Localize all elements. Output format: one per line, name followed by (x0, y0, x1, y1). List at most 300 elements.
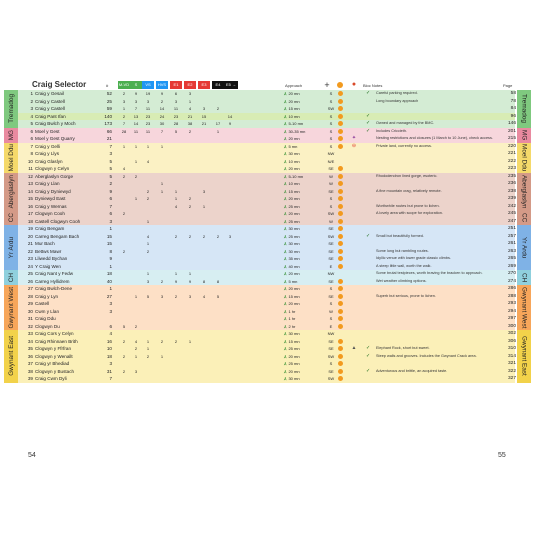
table-row[interactable] (0, 285, 535, 293)
walker-icon: ⅄ (284, 166, 287, 171)
route-total: 8 (109, 248, 112, 254)
approach-text: 25 mn (288, 203, 300, 209)
walker-icon: ⅄ (284, 91, 287, 96)
grade-count: 4 (174, 203, 178, 209)
aspect: SW (327, 233, 335, 239)
route-total: 2 (109, 181, 112, 186)
grade-header-3: HVS (157, 82, 167, 87)
table-row[interactable] (0, 345, 535, 353)
crag-name (24, 315, 102, 323)
area-tab-gwynant-east[interactable] (4, 330, 18, 383)
area-tab-moel-ddu[interactable] (517, 143, 531, 173)
crag-number: 19 (27, 226, 33, 231)
page-ref[interactable]: 215 (507, 136, 516, 141)
grade-count: 3 (188, 91, 192, 96)
table-row[interactable] (0, 143, 535, 151)
crag-name (24, 278, 102, 286)
aspect: S (329, 196, 333, 201)
crag-name (24, 293, 102, 301)
approach-time (284, 180, 300, 188)
recommended-tick: ✓ (366, 112, 371, 119)
table-row[interactable] (0, 338, 535, 346)
table-row[interactable] (0, 300, 535, 308)
walker-icon: ⅄ (284, 143, 287, 149)
crag-number: 34 (27, 338, 33, 344)
grade-count: 1 (202, 203, 206, 209)
grade-count: 5 (146, 293, 150, 299)
table-row[interactable] (0, 180, 535, 188)
walker-icon: ⅄ (284, 106, 287, 111)
table-row[interactable] (0, 263, 535, 271)
crag-number: 20 (27, 233, 33, 239)
page-ref[interactable]: 257 (507, 233, 516, 239)
aspect: NW (327, 331, 335, 336)
crag-name-text: Craig y Llan (35, 181, 60, 186)
page-ref[interactable]: 96 (510, 113, 516, 119)
grade-count: 1 (122, 143, 126, 149)
table-row[interactable] (0, 150, 535, 158)
page-ref[interactable]: 245 (507, 211, 516, 216)
grade-count: 2 (122, 211, 126, 216)
grade-count: 2 (122, 338, 126, 344)
header-page: Page (503, 83, 513, 88)
area-tab-mg[interactable] (4, 128, 18, 143)
sun-icon (338, 219, 343, 224)
crag-name (24, 143, 102, 151)
walker-icon: ⅄ (284, 271, 287, 276)
sun-icon (338, 294, 343, 299)
approach-time (284, 113, 300, 121)
route-total: 3 (109, 151, 112, 156)
area-tab-yr-ardu[interactable] (4, 225, 18, 270)
page-ref[interactable]: 239 (507, 196, 516, 201)
crag-number: 16 (27, 203, 33, 209)
approach-time (284, 218, 300, 226)
aspect: W (329, 181, 333, 186)
crag-number: 35 (27, 346, 33, 351)
page-ref[interactable]: 321 (507, 361, 516, 366)
table-row[interactable] (0, 360, 535, 368)
area-tab-aberglaslyn[interactable] (4, 173, 18, 211)
crag-name-text: Cwm y Llan (35, 308, 59, 314)
grade-count: 19 (145, 91, 151, 96)
table-row[interactable] (0, 210, 535, 218)
approach-text: 10 mn (288, 113, 300, 119)
aspect: S (329, 286, 333, 291)
crag-name-text: Craig y Gelli (35, 143, 61, 149)
grade-count: 1 (188, 338, 192, 344)
table-row[interactable] (0, 225, 535, 233)
crag-number: 12 (27, 173, 33, 179)
crag-number: 25 (27, 271, 33, 276)
area-tab-moel-ddu[interactable] (4, 143, 18, 173)
page-ref[interactable]: 293 (507, 301, 516, 306)
page-ref[interactable]: 251 (507, 226, 516, 231)
approach-text: 5 mn (288, 278, 298, 284)
table-row[interactable] (0, 105, 535, 113)
grade-count: 1 (216, 128, 220, 134)
crag-number: 2 (30, 98, 33, 104)
area-tab-mg[interactable] (517, 128, 531, 143)
area-tab-ch[interactable] (4, 270, 18, 285)
page-ref[interactable]: 84 (510, 106, 516, 111)
grade-count: 4 (134, 338, 138, 344)
crag-number: 31 (27, 316, 33, 321)
grade-count: 1 (134, 353, 138, 359)
crag-name (24, 135, 102, 143)
grade-count: 2 (174, 338, 178, 344)
table-row[interactable] (0, 120, 535, 128)
page-ref[interactable]: 300 (507, 323, 516, 329)
crag-name-text: Clogwyn Du (35, 323, 60, 329)
aspect: NW (327, 151, 335, 156)
crag-name (24, 195, 102, 203)
route-total: 1 (109, 226, 112, 231)
page-ref[interactable]: 294 (507, 308, 516, 314)
table-row[interactable] (0, 233, 535, 241)
sun-icon (338, 204, 343, 209)
approach-text: 20 mn (288, 301, 300, 306)
aspect: SE (328, 188, 334, 194)
page-ref[interactable]: 297 (507, 316, 516, 321)
crag-name-text: Aberglaslyn Gorge (35, 173, 74, 179)
route-total: 9 (109, 188, 112, 194)
area-tab-label: Gwynant West (7, 286, 15, 329)
page-ref[interactable]: 288 (507, 293, 516, 299)
walker-icon: ⅄ (284, 136, 287, 141)
area-tab-label: Tremadog (7, 94, 15, 124)
grade-count: 14 (133, 121, 139, 126)
walker-icon: ⅄ (284, 278, 287, 284)
grade-count: 9 (188, 278, 192, 284)
approach-text: 5-10 mn (288, 173, 304, 179)
page-ref[interactable]: 265 (507, 256, 516, 261)
page-ref[interactable]: 314 (507, 353, 516, 359)
aspect: SE (328, 338, 334, 344)
header-bloc-notes: Bloc Notes (363, 83, 383, 88)
crag-number: 23 (27, 256, 33, 261)
sun-icon (338, 369, 343, 374)
page-ref[interactable]: 78 (510, 98, 516, 104)
crag-name (24, 338, 102, 346)
table-row[interactable] (0, 98, 535, 106)
grade-count: 2 (122, 173, 126, 179)
approach-text: 25 mn (288, 233, 300, 239)
page-ref[interactable]: 223 (507, 166, 516, 171)
crag-name (24, 218, 102, 226)
page-ref[interactable]: 236 (507, 181, 516, 186)
table-row[interactable] (0, 323, 535, 331)
crag-name-text: Craig yr Bhediad (35, 361, 70, 366)
crag-number: 8 (30, 151, 33, 156)
route-total: 6 (109, 196, 112, 201)
header-hash: # (106, 83, 109, 88)
approach-time (284, 360, 300, 368)
grade-count: 2 (188, 196, 192, 201)
crag-number: 24 (27, 263, 33, 269)
approach-time (284, 285, 300, 293)
area-tab-label: Aberglaslyn (520, 174, 528, 208)
aspect: E (329, 323, 333, 329)
page-ref[interactable]: 146 (507, 121, 516, 126)
page-ref[interactable]: 263 (507, 248, 516, 254)
route-total: 5 (109, 166, 112, 171)
approach-text: 40 mn (288, 263, 300, 269)
crag-name-text: Moel y Gest (35, 128, 60, 134)
crag-name-text: Mur Bach (35, 241, 55, 246)
table-row[interactable] (0, 293, 535, 301)
crag-note: Idyllic venue with lower grade classic climbs. (376, 256, 451, 260)
grade-count: 2 (146, 248, 150, 254)
page-ref[interactable]: 322 (507, 368, 516, 374)
area-tab-gwynant-west[interactable] (4, 285, 18, 330)
approach-text: 30 mn (288, 151, 300, 156)
crag-name-text: Craig y Castell (35, 98, 65, 104)
aspect: S (329, 91, 333, 96)
approach-text: 20 mn (288, 271, 300, 276)
area-tab-cc[interactable] (517, 210, 531, 225)
crag-note: Nesting restrictions and closures (1 March to 10 June), check access. (376, 136, 493, 140)
area-tab-label: Gwynant East (520, 336, 528, 377)
recommended-tick: ✓ (366, 345, 371, 351)
approach-time (284, 270, 300, 278)
grade-count: 2 (122, 353, 126, 359)
grade-header-8: E5 → (225, 82, 236, 87)
aspect: NW (327, 271, 335, 276)
approach-text: 30 mn (288, 376, 300, 381)
grade-count: 2 (134, 173, 138, 179)
page-ref[interactable]: 302 (507, 331, 516, 336)
area-tab-label: CC (520, 212, 528, 223)
sun-icon (338, 339, 343, 344)
area-tab-yr-ardu[interactable] (517, 225, 531, 270)
aspect: SE (328, 368, 334, 374)
page-ref[interactable]: 58 (510, 91, 516, 96)
crag-name (24, 210, 102, 218)
area-tab-tremadog[interactable] (4, 90, 18, 128)
approach-text: 20 mn (288, 196, 300, 201)
area-tab-cc[interactable] (4, 210, 18, 225)
crag-note: Private land, currently no access. (376, 143, 432, 148)
aspect: N/E (327, 158, 335, 164)
grade-count: 2 (216, 233, 220, 239)
approach-time (284, 323, 295, 331)
approach-text: 20 mn (288, 136, 300, 141)
approach-time (284, 188, 300, 196)
crag-number: 18 (27, 218, 33, 224)
grade-count: 3 (202, 106, 206, 111)
table-row[interactable] (0, 195, 535, 203)
page-ref[interactable]: 201 (507, 128, 516, 134)
area-tab-label: Yr Ardu (520, 236, 528, 259)
no-access-icon: ⊖ (351, 142, 357, 149)
table-row[interactable] (0, 315, 535, 323)
table-row[interactable] (0, 165, 535, 173)
recommended-tick: ✓ (366, 127, 371, 134)
route-total: 1 (109, 286, 112, 291)
page-ref[interactable]: 270 (507, 271, 516, 276)
area-tab-ch[interactable] (517, 270, 531, 285)
route-total: 173 (104, 121, 112, 126)
walker-icon: ⅄ (284, 293, 287, 299)
page-ref[interactable]: 310 (507, 346, 516, 351)
recommended-tick: ✓ (366, 232, 371, 239)
walker-icon: ⅄ (284, 113, 287, 119)
grade-count: 11 (133, 128, 139, 134)
approach-text: 10 mn (288, 158, 300, 164)
approach-text: 15 mn (288, 106, 300, 111)
table-row[interactable] (0, 278, 535, 286)
page-ref[interactable]: 274 (507, 278, 516, 284)
approach-text: 5-10 mn (288, 121, 304, 126)
aspect: S (329, 128, 333, 134)
table-row[interactable] (0, 203, 535, 211)
aspect: SE (328, 241, 334, 246)
approach-time (284, 90, 300, 98)
table-row[interactable] (0, 188, 535, 196)
walker-icon: ⅄ (284, 376, 287, 381)
table-row[interactable] (0, 128, 535, 136)
grade-count: 7 (160, 128, 164, 134)
approach-text: 25 mn (288, 346, 300, 351)
page-ref[interactable]: 238 (507, 188, 516, 194)
walker-icon: ⅄ (284, 203, 287, 209)
table-row[interactable] (0, 368, 535, 376)
grade-count: 3 (134, 98, 138, 104)
route-total: 18 (106, 353, 112, 359)
route-total: 25 (106, 98, 112, 104)
crag-number: 4 (30, 113, 33, 119)
page-ref[interactable]: 242 (507, 203, 516, 209)
route-total: 59 (106, 106, 112, 111)
grade-count: 14 (159, 106, 165, 111)
approach-time (284, 203, 300, 211)
table-row[interactable] (0, 270, 535, 278)
route-total: 40 (106, 278, 112, 284)
area-tab-gwynant-west[interactable] (517, 285, 531, 330)
approach-time (284, 98, 300, 106)
sun-icon (338, 279, 343, 284)
area-tab-aberglaslyn[interactable] (517, 173, 531, 211)
table-row[interactable] (0, 135, 535, 143)
route-total: 31 (106, 368, 112, 374)
crag-name (24, 158, 102, 166)
route-total: 140 (104, 113, 112, 119)
approach-text: 20 mn (288, 368, 300, 374)
aspect: S (329, 316, 333, 321)
crag-note: Superb but serious, prone to lichen. (376, 293, 436, 298)
crag-name (24, 120, 102, 128)
crag-name-text: Clogwyn y Ffrfran (35, 346, 71, 351)
area-tab-gwynant-east[interactable] (517, 330, 531, 383)
grade-count: 3 (228, 233, 232, 239)
area-tab-tremadog[interactable] (517, 90, 531, 128)
approach-text: 20 mn (288, 98, 300, 104)
page-ref[interactable]: 222 (507, 158, 516, 164)
sun-icon (338, 354, 343, 359)
table-row[interactable] (0, 330, 535, 338)
crag-name (24, 330, 102, 338)
grade-count: 23 (145, 121, 151, 126)
table-row[interactable] (0, 113, 535, 121)
page-ref[interactable]: 221 (507, 151, 516, 156)
route-total: 6 (109, 323, 112, 329)
crag-name (24, 360, 102, 368)
approach-time (284, 315, 295, 323)
crag-note: Adventurous and brittle, an acquired taste. (376, 368, 448, 373)
approach-time (284, 210, 300, 218)
table-row[interactable] (0, 240, 535, 248)
grade-header-6: E3 (198, 81, 210, 89)
page-ref[interactable]: 286 (507, 286, 516, 291)
crag-name-text: Bettws Mawr (35, 248, 62, 254)
crag-name (24, 188, 102, 196)
page-ref[interactable]: 306 (507, 338, 516, 344)
route-total: 4 (109, 331, 112, 336)
table-row[interactable] (0, 375, 535, 383)
grade-header-0: M-VD (118, 82, 130, 87)
grade-count: 3 (160, 293, 164, 299)
crag-name (24, 180, 102, 188)
area-tab-label: CH (7, 272, 15, 283)
table-row[interactable] (0, 173, 535, 181)
table-row[interactable] (0, 218, 535, 226)
crag-name (24, 225, 102, 233)
grade-count: 28 (173, 121, 179, 126)
bird-restriction-icon: ✦ (351, 135, 357, 141)
grade-count: 1 (174, 196, 178, 201)
page-ref[interactable]: 235 (507, 173, 516, 179)
crag-name (24, 173, 102, 181)
walker-icon: ⅄ (284, 181, 287, 186)
grade-count: 1 (134, 293, 138, 299)
table-row[interactable] (0, 158, 535, 166)
crag-name (24, 128, 102, 136)
page-ref[interactable]: 261 (507, 241, 516, 246)
table-row[interactable] (0, 90, 535, 98)
grade-count: 2 (188, 203, 192, 209)
page-ref[interactable]: 247 (507, 218, 516, 224)
crag-name-text: Clogwyn y Celyn (35, 166, 70, 171)
walker-icon: ⅄ (284, 128, 287, 134)
page-ref[interactable]: 220 (507, 143, 516, 149)
crag-number: 28 (27, 293, 33, 299)
page-ref[interactable]: 269 (507, 263, 516, 269)
crag-name-text: Lliwedd Bychan (35, 256, 68, 261)
grade-count: 2 (146, 196, 150, 201)
crag-note: A steep little wall, worth the walk. (376, 263, 432, 268)
route-total: 18 (106, 271, 112, 276)
table-row[interactable] (0, 255, 535, 263)
walker-icon: ⅄ (284, 196, 287, 201)
grade-count: 1 (188, 271, 192, 276)
table-row[interactable] (0, 308, 535, 316)
table-row[interactable] (0, 248, 535, 256)
table-row[interactable] (0, 353, 535, 361)
walker-icon: ⅄ (284, 323, 287, 329)
approach-time (284, 158, 300, 166)
route-total: 16 (106, 338, 112, 344)
page-ref[interactable]: 327 (507, 376, 516, 381)
grade-count: 2 (188, 233, 192, 239)
grade-count: 24 (159, 113, 165, 119)
walker-icon: ⅄ (284, 121, 287, 126)
crag-number: 21 (27, 241, 33, 246)
grade-count: 2 (134, 323, 138, 329)
crag-name-text: Craig Nant y Fedw (35, 271, 74, 276)
grade-count: 3 (202, 188, 206, 194)
walker-icon: ⅄ (284, 233, 287, 239)
